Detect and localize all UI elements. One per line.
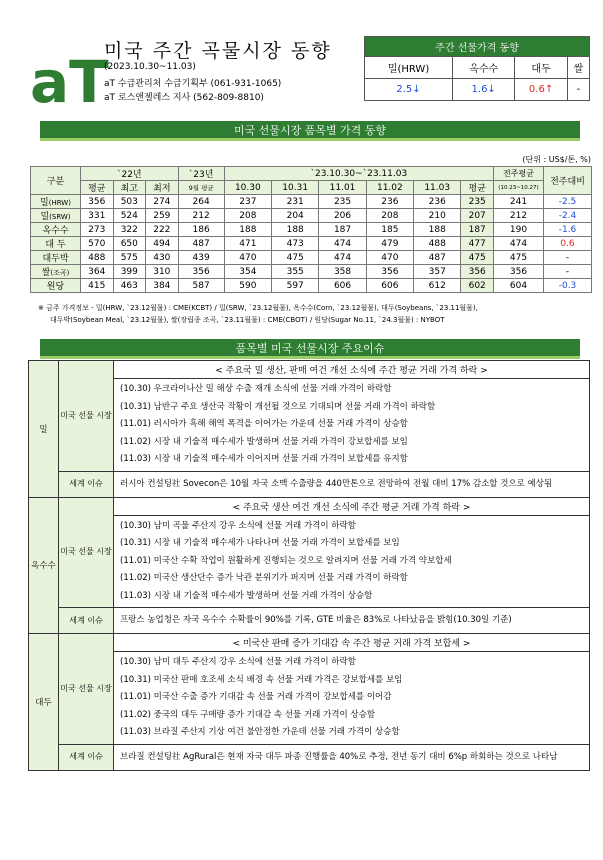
section-title-prices: 미국 선물시장 품목별 가격 동향 xyxy=(40,121,580,141)
price-cell: 384 xyxy=(146,279,179,293)
unit-label: (단위 : US$/톤, %) xyxy=(522,155,591,164)
price-cell: 208 xyxy=(366,209,413,223)
change-value: 2.5↓ xyxy=(365,79,453,101)
subheader: 평균 xyxy=(81,181,114,195)
price-row xyxy=(31,223,592,237)
subheader: 10.30 xyxy=(224,181,271,195)
dept-contact: aT 수급관리처 수급기획부 (061-931-1065) xyxy=(104,79,282,89)
price-cell: 364 xyxy=(81,265,114,279)
market-label: 미국 선물 시장 xyxy=(59,361,114,472)
issue-line: (11.01) 미국산 수출 증가 기대감 속 선물 거래 가격이 강보합세를 이어감 xyxy=(120,692,392,702)
subheader: 11.01 xyxy=(319,181,366,195)
price-cell: 210 xyxy=(414,209,461,223)
issue-line: (11.02) 시장 내 기술적 매수세가 발생하며 선물 거래 가격이 강보합세를 보임 xyxy=(120,436,408,447)
subheader: 최고 xyxy=(113,181,146,195)
change-label: 대두 xyxy=(515,57,568,79)
at-logo xyxy=(30,36,109,116)
issue-line: (11.03) 브라질 주산지 기상 여건 불안정한 가운데 선물 거래 가격이 상승함 xyxy=(120,727,400,737)
issue-lines xyxy=(114,652,590,745)
price-cell: 430 xyxy=(146,251,179,265)
price-cell: 488 xyxy=(414,237,461,251)
price-cell: 439 xyxy=(178,251,224,265)
issue-line: (10.30) 남미 곡물 주산지 강우 소식에 선물 거래 가격이 하락함 xyxy=(120,520,356,531)
global-label: 세계 이슈 xyxy=(59,608,114,634)
col-header-prev-avg: 전주평균 xyxy=(494,167,544,181)
crop-name: 원당 xyxy=(31,279,81,293)
price-cell: 475 xyxy=(461,251,494,265)
price-cell: 494 xyxy=(146,237,179,251)
price-cell: 354 xyxy=(224,265,271,279)
issue-line: (10.30) 남미 대두 주산지 강우 소식에 선물 거래 가격이 하락함 xyxy=(120,657,356,667)
price-cell: 650 xyxy=(113,237,146,251)
issue-crop: 밀 xyxy=(29,361,59,498)
price-cell: 235 xyxy=(461,195,494,209)
price-cell: 356 xyxy=(178,265,224,279)
price-cell: 415 xyxy=(81,279,114,293)
col-header-2022: `22년 xyxy=(81,167,179,181)
global-issue: 브라질 컨설팅社 AgRural은 현재 자국 대두 파종 진행률을 40%로 추정, 전년 동기 대비 6%p 하회하는 것으로 나타남 xyxy=(114,744,590,770)
issue-lines-row xyxy=(29,515,590,608)
subheader-prev-avg-range: (10.23~10.27) xyxy=(494,181,544,195)
crop-name: 대 두 xyxy=(31,237,81,251)
market-label: 미국 선물 시장 xyxy=(59,497,114,608)
price-cell: 356 xyxy=(366,265,413,279)
period-text: (2023.10.30~11.03) xyxy=(104,62,196,72)
issue-line: (10.31) 시장 내 기술적 매수세가 나타나며 선물 거래 가격이 보합세를 보임 xyxy=(120,538,400,548)
subheader: 11.02 xyxy=(366,181,413,195)
subheader: 10.31 xyxy=(272,181,319,195)
price-cell: 474 xyxy=(319,251,366,265)
price-table xyxy=(30,166,592,293)
issue-headline: < 주요국 밀 생산, 판매 여건 개선 소식에 주간 평균 거래 가격 하락 > xyxy=(114,361,590,379)
issue-headline: < 미국산 판매 증가 기대감 속 주간 평균 거래 가격 보합세 > xyxy=(114,634,590,652)
price-cell: 474 xyxy=(319,237,366,251)
issue-lines xyxy=(114,379,590,472)
change-value: 0.6↑ xyxy=(515,79,568,101)
price-cell: 477 xyxy=(461,237,494,251)
global-issue: 프랑스 농업청은 자국 옥수수 수확률이 90%를 기록, GTE 비율은 83%로 나타났음을 밝힘(10.30일 기준) xyxy=(114,608,590,634)
price-cell: 597 xyxy=(272,279,319,293)
issue-lines-row xyxy=(29,379,590,472)
col-header-period: `23.10.30~`23.11.03 xyxy=(224,167,493,181)
price-cell: 524 xyxy=(113,209,146,223)
col-header-2023: `23년 xyxy=(178,167,224,181)
price-cell: 204 xyxy=(272,209,319,223)
crop-name: 옥수수 xyxy=(31,223,81,237)
price-cell: 273 xyxy=(81,223,114,237)
global-label: 세계 이슈 xyxy=(59,471,114,497)
issue-lines-row xyxy=(29,652,590,745)
price-row xyxy=(31,265,592,279)
weekly-change-title: 주간 선물가격 동향 xyxy=(365,37,590,57)
price-cell: 190 xyxy=(494,223,544,237)
subheader: 11.03 xyxy=(414,181,461,195)
la-office-contact: aT 로스앤젤레스 지사 (562-809-8810) xyxy=(104,93,264,103)
subheader: 최저 xyxy=(146,181,179,195)
price-cell: 241 xyxy=(494,195,544,209)
price-cell: 604 xyxy=(494,279,544,293)
price-cell: 470 xyxy=(224,251,271,265)
price-row xyxy=(31,209,592,223)
wow-change: - xyxy=(544,265,592,279)
price-row xyxy=(31,251,592,265)
price-cell: 590 xyxy=(224,279,271,293)
global-issue: 러시아 컨설팅社 Sovecon은 10월 자국 소맥 수출량을 440만톤으로 전망하여 전월 대비 17% 감소할 것으로 예상됨 xyxy=(114,471,590,497)
price-row xyxy=(31,237,592,251)
price-cell: 503 xyxy=(113,195,146,209)
wow-change: -2.5 xyxy=(544,195,592,209)
issues-table xyxy=(28,360,590,771)
issue-global-row xyxy=(29,608,590,634)
price-cell: 212 xyxy=(494,209,544,223)
price-cell: 487 xyxy=(178,237,224,251)
issue-global-row xyxy=(29,471,590,497)
issue-headline-row xyxy=(29,361,590,379)
issue-global-row xyxy=(29,744,590,770)
price-cell: 208 xyxy=(224,209,271,223)
price-cell: 186 xyxy=(178,223,224,237)
price-cell: 356 xyxy=(494,265,544,279)
price-cell: 475 xyxy=(272,251,319,265)
price-cell: 310 xyxy=(146,265,179,279)
issue-headline-row xyxy=(29,634,590,652)
price-cell: 473 xyxy=(272,237,319,251)
price-cell: 357 xyxy=(414,265,461,279)
issue-crop: 대두 xyxy=(29,634,59,771)
price-cell: 188 xyxy=(224,223,271,237)
price-cell: 355 xyxy=(272,265,319,279)
page-title: 미국 주간 곡물시장 동향 xyxy=(104,40,332,62)
issue-line: (11.03) 시장 내 기술적 매수세가 발생하며 선물 거래 가격이 상승함 xyxy=(120,590,373,601)
wow-change: 0.6 xyxy=(544,237,592,251)
price-cell: 188 xyxy=(272,223,319,237)
change-label: 옥수수 xyxy=(453,57,515,79)
price-cell: 274 xyxy=(146,195,179,209)
price-notes xyxy=(38,302,578,326)
price-cell: 222 xyxy=(146,223,179,237)
note-line: 대두박(Soybean Meal, `23.12월물), 쌀(장립종 조곡, `23.11월물) : CME(CBOT) / 원당(Sugar No.11, `24.3월물) : NYBOT xyxy=(50,316,445,324)
price-cell: 207 xyxy=(461,209,494,223)
price-cell: 187 xyxy=(319,223,366,237)
subheader: 9월 평균 xyxy=(178,181,224,195)
crop-name: 대두박 xyxy=(31,251,81,265)
wow-change: -1.6 xyxy=(544,223,592,237)
price-cell: 231 xyxy=(272,195,319,209)
price-cell: 606 xyxy=(319,279,366,293)
issue-line: (10.31) 미국산 판매 호조세 소식 배경 속 선물 거래 가격은 강보합세를 보임 xyxy=(120,674,403,685)
crop-name: 밀(SRW) xyxy=(31,209,81,223)
price-cell: 185 xyxy=(366,223,413,237)
issue-line: (11.03) 시장 내 기술적 매수세가 이어지며 선물 거래 가격이 보합세를 유지함 xyxy=(120,454,408,464)
col-header-wow: 전주대비 xyxy=(544,167,592,195)
price-cell: 463 xyxy=(113,279,146,293)
price-cell: 358 xyxy=(319,265,366,279)
price-cell: 331 xyxy=(81,209,114,223)
issue-line: (11.02) 미국산 생산단수 증가 낙관 분위기가 퍼지며 선물 거래 가격이 하락함 xyxy=(120,573,408,583)
issue-crop: 옥수수 xyxy=(29,497,59,634)
price-cell: 475 xyxy=(494,251,544,265)
price-cell: 235 xyxy=(319,195,366,209)
price-cell: 399 xyxy=(113,265,146,279)
price-cell: 259 xyxy=(146,209,179,223)
global-label: 세계 이슈 xyxy=(59,744,114,770)
price-cell: 322 xyxy=(113,223,146,237)
price-cell: 356 xyxy=(461,265,494,279)
weekly-change-table xyxy=(364,36,590,101)
issue-line: (11.01) 미국산 수확 작업이 원활하게 진행되는 것으로 알려지며 선물 거래 가격 약보합세 xyxy=(120,555,452,566)
price-cell: 471 xyxy=(224,237,271,251)
price-cell: 606 xyxy=(366,279,413,293)
price-cell: 474 xyxy=(494,237,544,251)
change-value: - xyxy=(567,79,589,101)
subheader: 평균 xyxy=(461,181,494,195)
price-cell: 612 xyxy=(414,279,461,293)
price-cell: 356 xyxy=(81,195,114,209)
price-row xyxy=(31,279,592,293)
price-cell: 236 xyxy=(366,195,413,209)
price-cell: 575 xyxy=(113,251,146,265)
note-line: ※ 금주 가격정보 - 밀(HRW, `23.12월물) : CME(KCBT) / 밀(SRW, `23.12월물), 옥수수(Corn, `23.12월물), 대두(Soybeans, `23.11월물), xyxy=(38,304,478,312)
price-cell: 488 xyxy=(81,251,114,265)
section-title-issues: 품목별 미국 선물시장 주요이슈 xyxy=(40,339,580,359)
change-label: 밀(HRW) xyxy=(365,57,453,79)
change-value: 1.6↓ xyxy=(453,79,515,101)
wow-change: -0.3 xyxy=(544,279,592,293)
price-cell: 487 xyxy=(414,251,461,265)
issue-lines xyxy=(114,515,590,608)
issue-line: (10.30) 우크라이나산 밀 해상 수출 재개 소식에 선물 거래 가격이 하락함 xyxy=(120,384,392,394)
price-cell: 206 xyxy=(319,209,366,223)
change-label: 쌀 xyxy=(567,57,589,79)
issue-line: (11.01) 러시아가 흑해 해역 폭격을 이어가는 가운데 선물 거래 가격이 상승함 xyxy=(120,419,408,429)
price-cell: 602 xyxy=(461,279,494,293)
market-label: 미국 선물 시장 xyxy=(59,634,114,745)
crop-name: 밀(HRW) xyxy=(31,195,81,209)
price-cell: 236 xyxy=(414,195,461,209)
col-header-category: 구분 xyxy=(31,167,81,195)
price-cell: 187 xyxy=(461,223,494,237)
price-cell: 570 xyxy=(81,237,114,251)
crop-name: 쌀(조곡) xyxy=(31,265,81,279)
price-cell: 237 xyxy=(224,195,271,209)
price-cell: 188 xyxy=(414,223,461,237)
issue-headline: < 주요국 생산 여건 개선 소식에 주간 평균 거래 가격 하락 > xyxy=(114,497,590,515)
price-cell: 212 xyxy=(178,209,224,223)
price-cell: 470 xyxy=(366,251,413,265)
wow-change: -2.4 xyxy=(544,209,592,223)
price-cell: 264 xyxy=(178,195,224,209)
wow-change: - xyxy=(544,251,592,265)
issue-headline-row xyxy=(29,497,590,515)
price-cell: 587 xyxy=(178,279,224,293)
issue-line: (10.31) 남반구 주요 생산국 작황이 개선될 것으로 기대되며 선물 거래 가격이 하락함 xyxy=(120,401,436,412)
issue-line: (11.02) 중국의 대두 구매량 증가 기대감 속 선물 거래 가격이 상승함 xyxy=(120,709,376,720)
price-row xyxy=(31,195,592,209)
price-cell: 479 xyxy=(366,237,413,251)
logo-text: aT xyxy=(30,48,109,116)
